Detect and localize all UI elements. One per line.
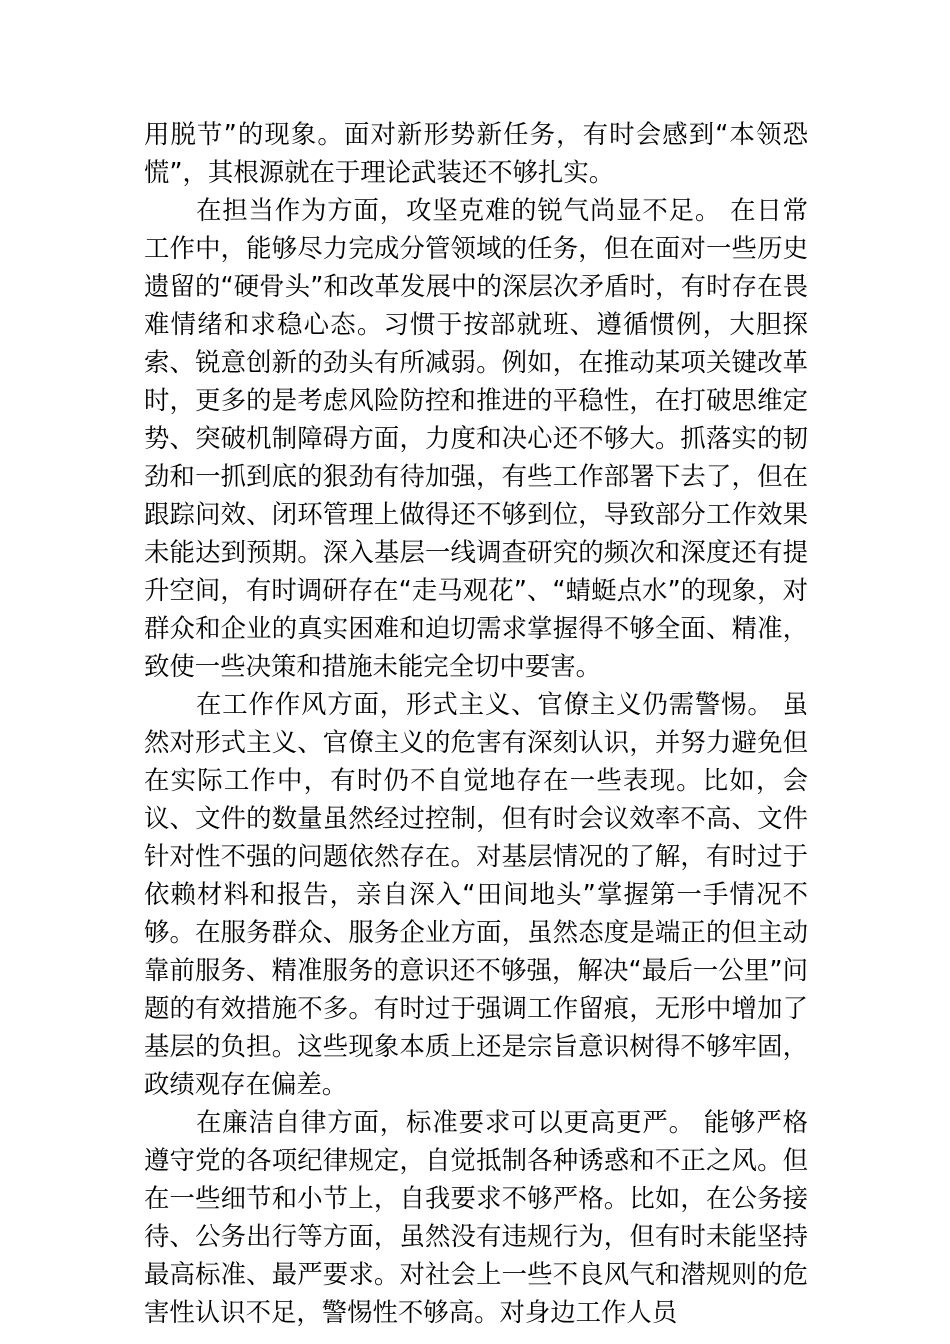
paragraph-responsibility: 在担当作为方面，攻坚克难的锐气尚显不足。 在日常工作中，能够尽力完成分管领域的任务，但在面对一些历史遗留的“硬骨头”和改革发展中的深层次矛盾时，有时存在畏难情绪和求稳心态。习惯于按部就班、遵循惯例，大胆探索、锐意创新的劲头有所减弱。例如，在推动某项关键改革时，更多的是考虑风险防控和推进的平稳性，在打破思维定势、突破机制障碍方面，力度和决心还不够大。抓落实的韧劲和一抓到底的狠劲有待加强，有些工作部署下去了，但在跟踪问效、闭环管理上做得还不够到位，导致部分工作效果未能达到预期。深入基层一线调查研究的频次和深度还有提升空间，有时调研存在“走马观花”、“蜻蜓点水”的现象，对群众和企业的真实困难和迫切需求掌握得不够全面、精准，致使一些决策和措施未能完全切中要害。 xyxy=(144,195,808,681)
paragraph-continuation: 用脱节”的现象。面对新形势新任务，有时会感到“本领恐慌”，其根源就在于理论武装还不够扎实。 xyxy=(144,119,808,187)
paragraph-integrity: 在廉洁自律方面，标准要求可以更高更严。 能够严格遵守党的各项纪律规定，自觉抵制各种诱惑和不正之风。但在一些细节和小节上，自我要求不够严格。比如，在公务接待、公务出行等方面，虽然没有违规行为，但有时未能坚持最高标准、最严要求。对社会上一些不良风气和潜规则的危害性认识不足，警惕性不够高。对身边工作人员 xyxy=(144,1107,808,1327)
paragraph-work-style: 在工作作风方面，形式主义、官僚主义仍需警惕。 虽然对形式主义、官僚主义的危害有深刻认识，并努力避免但在实际工作中，有时仍不自觉地存在一些表现。比如，会议、文件的数量虽然经过控制，但有时会议效率不高、文件针对性不强的问题依然存在。对基层情况的了解，有时过于依赖材料和报告，亲自深入“田间地头”掌握第一手情况不够。在服务群众、服务企业方面，虽然态度是端正的但主动靠前服务、精准服务的意识还不够强，解决“最后一公里”问题的有效措施不多。有时过于强调工作留痕，无形中增加了基层的负担。这些现象本质上还是宗旨意识树得不够牢固，政绩观存在偏差。 xyxy=(144,689,808,1099)
document-body xyxy=(144,115,808,1331)
